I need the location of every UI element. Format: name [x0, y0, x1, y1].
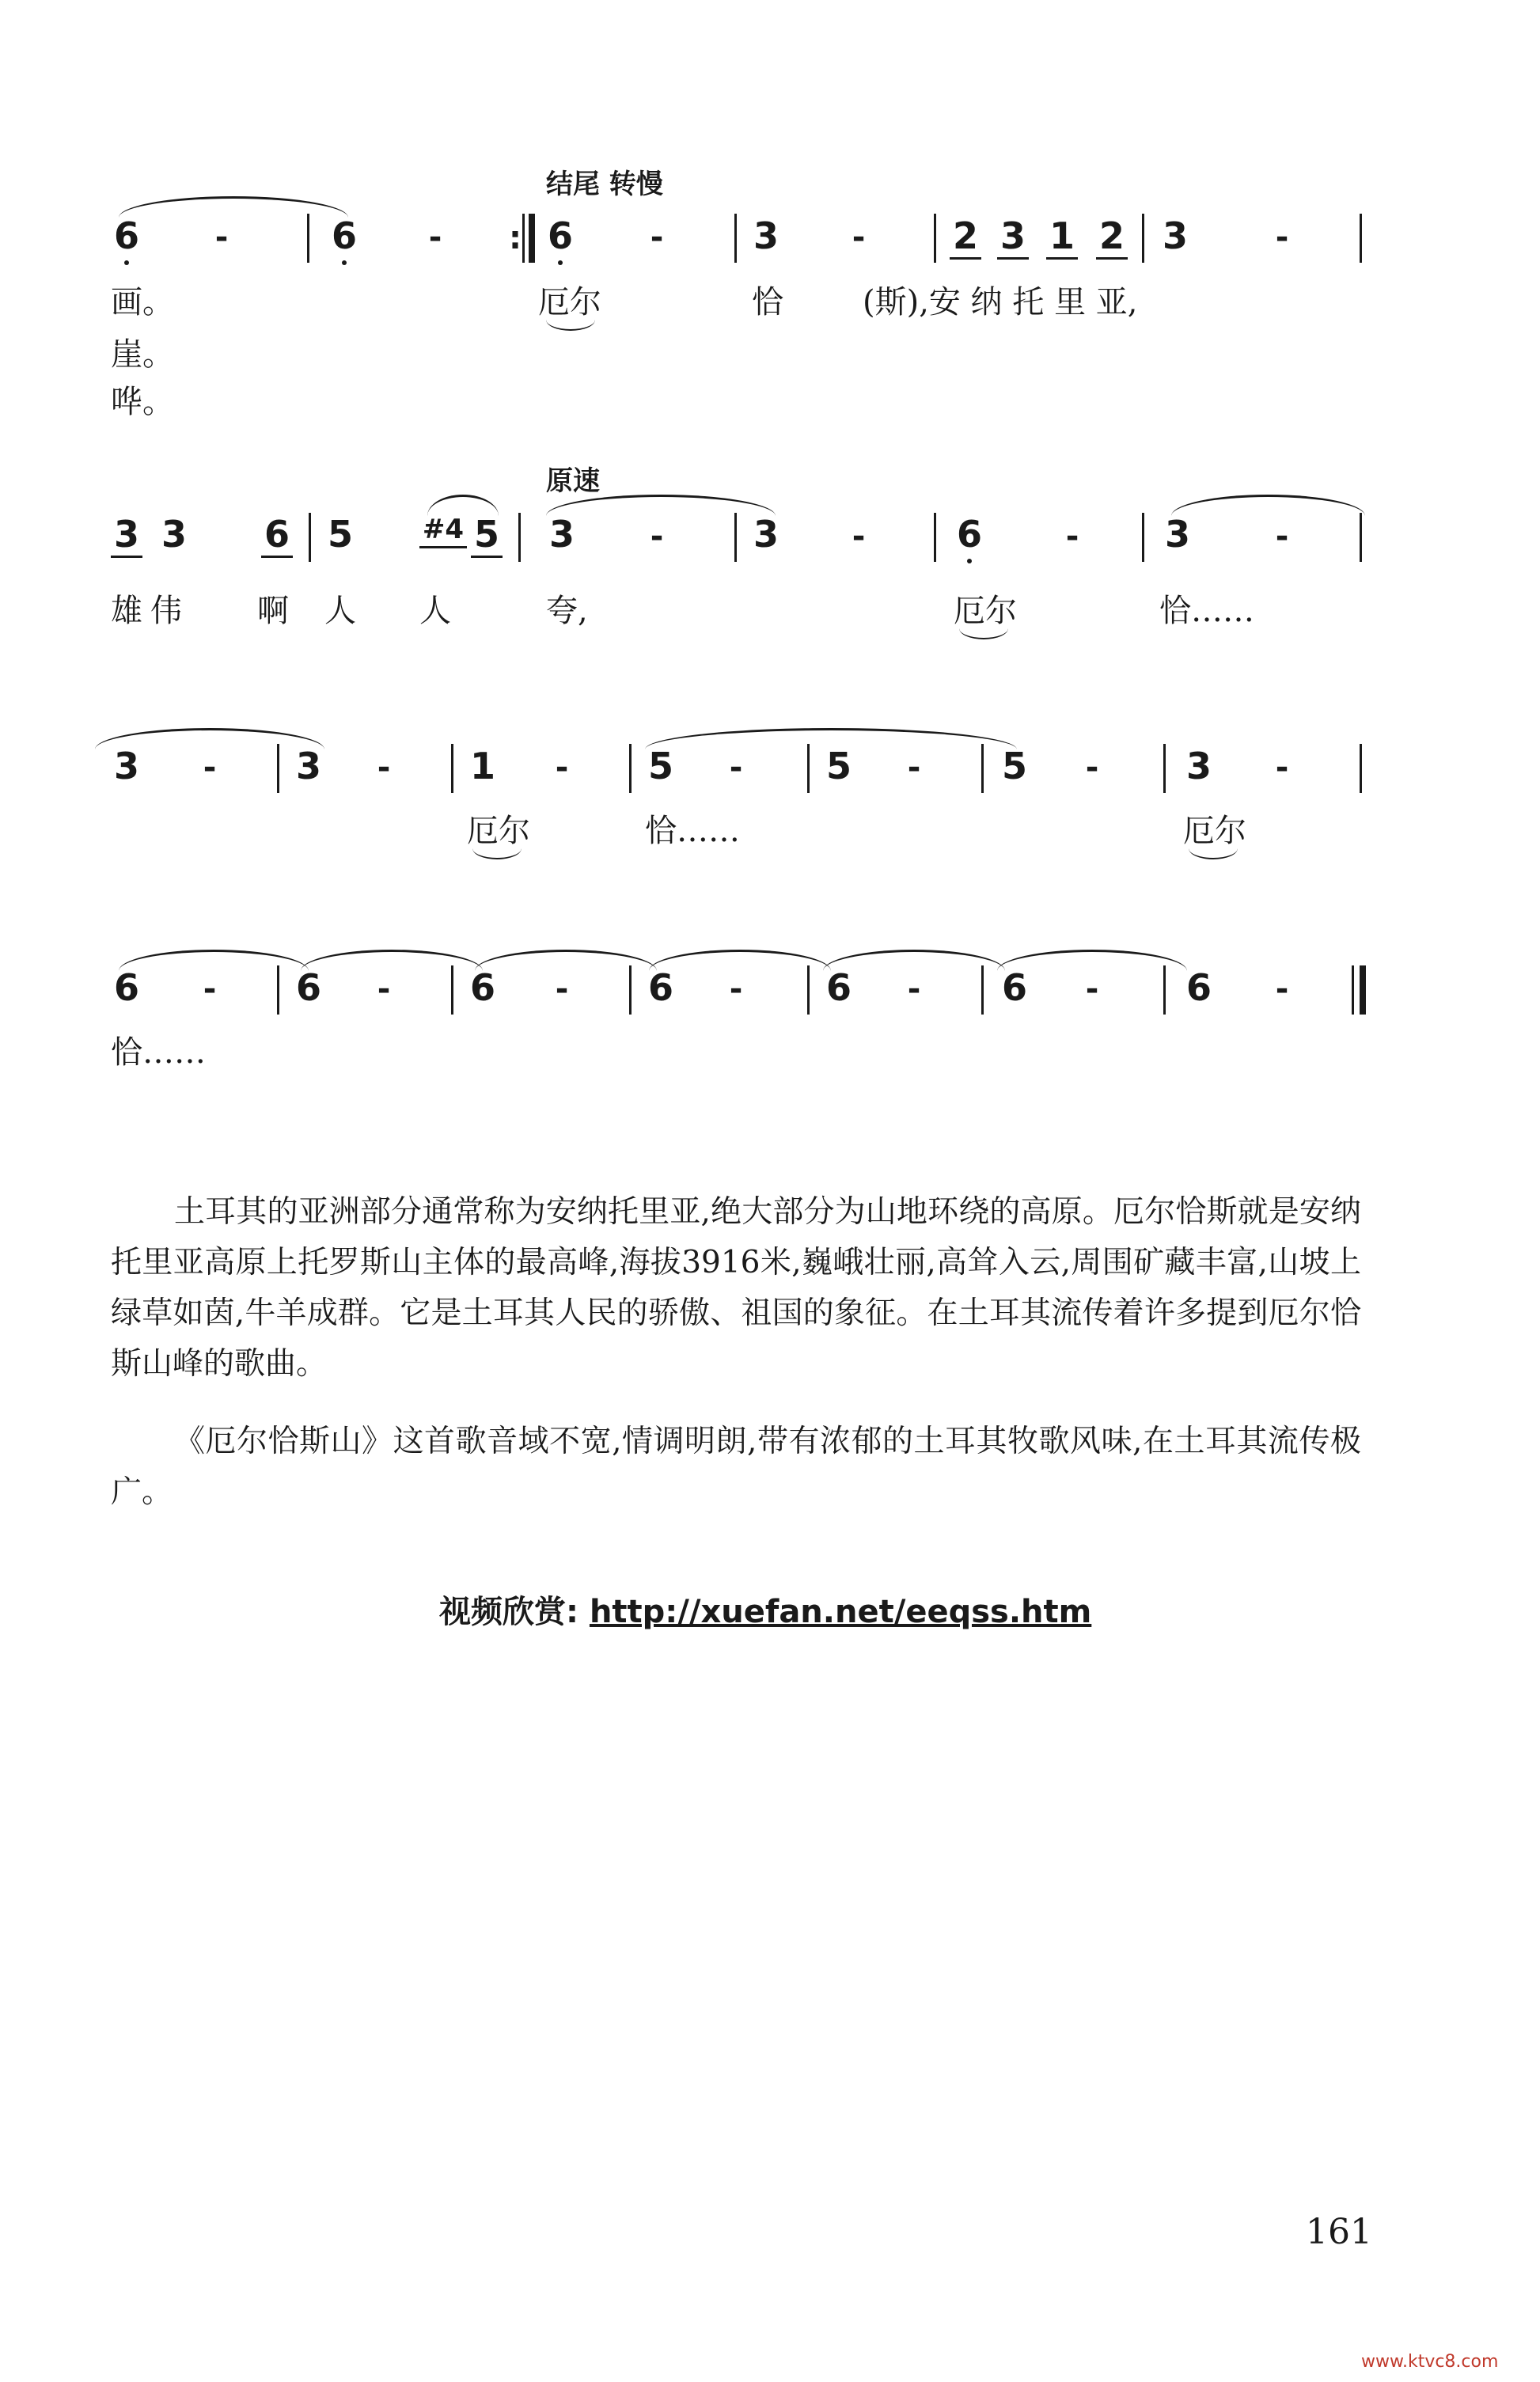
dash: - — [650, 518, 664, 555]
dash: - — [214, 219, 229, 256]
barline — [1142, 214, 1144, 263]
description-paragraph-2: 《厄尔恰斯山》这首歌音域不宽,情调明朗,带有浓郁的土耳其牧歌风味,在土耳其流传极广。 — [111, 1424, 1361, 1510]
note: 1 — [1046, 218, 1078, 260]
lyric: 厄尔 — [954, 593, 1017, 629]
dash: - — [377, 971, 391, 1007]
lyric: 哗。 — [111, 384, 174, 420]
lyric: 恰…… — [111, 1034, 206, 1071]
barline — [1352, 965, 1354, 1015]
dash: - — [729, 971, 743, 1007]
video-link[interactable]: http://xuefan.net/eeqss.htm — [589, 1594, 1092, 1630]
dash: - — [203, 971, 217, 1007]
lyric: 恰…… — [1159, 593, 1254, 629]
barline — [734, 214, 737, 263]
note: 3 — [1185, 745, 1212, 787]
note: 5 — [1001, 745, 1027, 787]
description-paragraph-1: 土耳其的亚洲部分通常称为安纳托里亚,绝大部分为山地环绕的高原。厄尔恰斯就是安纳托里亚高原上托罗斯山主体的最高峰,海拔3916米,巍峨壮丽,高耸入云,周围矿藏丰富,山坡上绿草如茵,牛羊成群。它是土耳其人民的骄傲、祖国的象征。在土耳其流传着许多提到厄尔恰斯山峰的歌曲。 — [111, 1194, 1361, 1382]
note: 3 — [753, 513, 779, 556]
note: 5 — [327, 513, 353, 556]
dash: - — [203, 749, 217, 786]
barline — [934, 214, 936, 263]
dash: - — [907, 749, 921, 786]
note: 6 — [328, 218, 360, 254]
lyric: 恰…… — [645, 813, 740, 849]
dash: - — [555, 971, 569, 1007]
barline — [981, 965, 984, 1015]
dash: - — [1085, 971, 1099, 1007]
barline — [1163, 744, 1166, 793]
ending-slow-marking: 结尾 转慢 — [546, 169, 663, 200]
dash: - — [1275, 518, 1289, 555]
barline — [629, 744, 632, 793]
barline — [518, 513, 521, 562]
barline — [1360, 214, 1362, 263]
lyric: 人 — [324, 593, 356, 629]
barline — [734, 513, 737, 562]
note: 5 — [471, 516, 503, 558]
slur — [119, 950, 309, 971]
lyric: 崖。 — [111, 336, 174, 373]
note: 1 — [469, 745, 495, 787]
video-link-row — [439, 1587, 1091, 1632]
note: 3 — [1162, 214, 1188, 257]
note: 6 — [1001, 966, 1027, 1009]
note: 6 — [825, 966, 852, 1009]
note: 6 — [295, 966, 321, 1009]
lyric: 画。 — [111, 284, 174, 321]
lyric: (斯),安 纳 托 里 亚, — [863, 284, 1138, 321]
dash: - — [907, 971, 921, 1007]
barline — [277, 965, 279, 1015]
note: 3 — [548, 513, 575, 556]
lyric: 啊 — [257, 593, 289, 629]
note: 3 — [1164, 513, 1190, 556]
barline — [522, 214, 525, 263]
slur — [119, 196, 348, 218]
lyric-tie — [959, 628, 1008, 639]
note: 5 — [647, 745, 673, 787]
dash: - — [852, 219, 866, 256]
dash: - — [1275, 971, 1289, 1007]
note: 6 — [113, 966, 139, 1009]
dash: - — [377, 749, 391, 786]
note: 3 — [161, 513, 187, 556]
slur — [301, 950, 483, 971]
repeat-dots: : — [509, 220, 522, 256]
note: 3 — [997, 218, 1029, 260]
barline — [277, 744, 279, 793]
note: 3 — [111, 516, 142, 558]
barline — [1360, 513, 1362, 562]
lyric: 恰 — [752, 284, 783, 321]
lyric: 人 — [419, 593, 451, 629]
dash: - — [729, 749, 743, 786]
note-sharp: #4 — [419, 516, 467, 548]
dash: - — [428, 219, 442, 256]
lyric: 厄尔 — [1183, 813, 1246, 849]
barline — [307, 214, 309, 263]
note: 2 — [950, 218, 981, 260]
repeat-barline — [529, 214, 535, 263]
lyric-tie — [472, 848, 522, 859]
note: 5 — [825, 745, 852, 787]
dash: - — [555, 749, 569, 786]
barline — [451, 744, 453, 793]
barline — [1360, 744, 1362, 793]
dash: - — [1275, 749, 1289, 786]
dash: - — [1085, 749, 1099, 786]
lyric: 雄伟 — [111, 593, 190, 629]
note: 3 — [753, 214, 779, 257]
note: 2 — [1096, 218, 1128, 260]
dash: - — [1275, 219, 1289, 256]
note: 6 — [1185, 966, 1212, 1009]
barline — [629, 965, 632, 1015]
note: 3 — [295, 745, 321, 787]
note: 6 — [111, 218, 142, 254]
tempo-primo-marking: 原速 — [546, 465, 600, 497]
video-label: 视频欣赏: — [439, 1594, 578, 1630]
dash: - — [852, 518, 866, 555]
lyric-tie — [546, 320, 595, 331]
slur — [649, 950, 831, 971]
slur — [546, 495, 776, 516]
dash: - — [1065, 518, 1079, 555]
final-barline — [1360, 965, 1366, 1015]
lyric: 厄尔 — [538, 284, 601, 321]
watermark: www.ktvc8.com — [1361, 2352, 1499, 2372]
lyric-tie — [1189, 848, 1238, 859]
dash: - — [650, 219, 664, 256]
lyric: 夸, — [546, 593, 588, 629]
barline — [1163, 965, 1166, 1015]
barline — [1142, 513, 1144, 562]
slur — [1171, 495, 1365, 516]
lyric: 厄尔 — [467, 813, 530, 849]
barline — [309, 513, 311, 562]
note: 6 — [544, 218, 576, 254]
note: 3 — [113, 745, 139, 787]
note: 6 — [647, 966, 673, 1009]
barline — [934, 513, 936, 562]
note: 6 — [261, 516, 293, 558]
barline — [981, 744, 984, 793]
note: 6 — [469, 966, 495, 1009]
page-number: 161 — [1306, 2212, 1372, 2252]
barline — [807, 744, 810, 793]
barline — [807, 965, 810, 1015]
barline — [451, 965, 453, 1015]
note: 6 — [954, 516, 985, 552]
